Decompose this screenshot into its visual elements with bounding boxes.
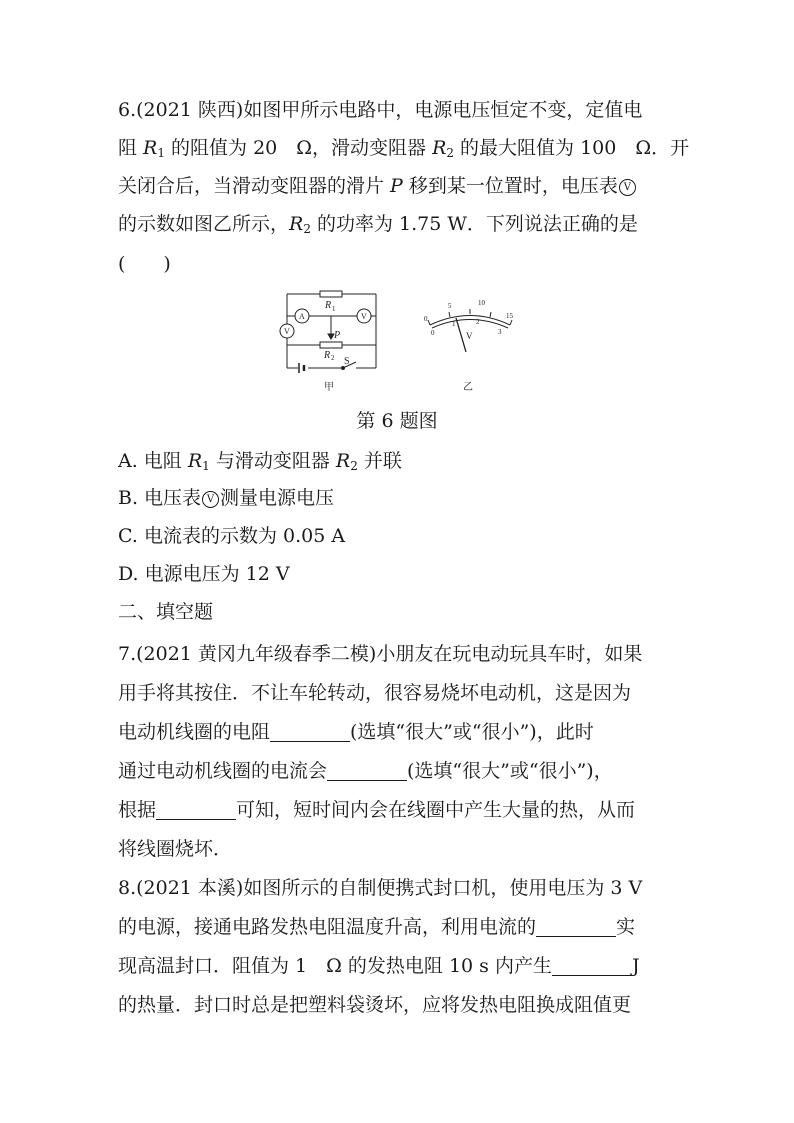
section-title: 二、填空题 (118, 601, 214, 623)
figure-caption: 第 6 题图 (356, 410, 438, 432)
answer-blank[interactable] (270, 721, 350, 742)
option-a (118, 449, 402, 478)
q6-line-4 (118, 212, 638, 241)
answer-blank[interactable] (327, 760, 407, 781)
q6-text: 关闭合后，当滑动变阻器的滑片 (118, 175, 391, 197)
q8-text: 实 (616, 916, 636, 938)
voltmeter-right-label: V (361, 312, 367, 321)
q7-text: 7.(2021 黄冈九年级春季二模)小朋友在玩电动玩具车时，如果 (118, 643, 643, 665)
meter-tick-bottom-2: 2 (476, 318, 480, 326)
q6-text: 6.(2021 陕西)如图甲所示电路中，电源电压恒定不变，定值电 (118, 99, 643, 121)
q6-text: 的阻值为 20 Ω，滑动变阻器 (165, 137, 433, 159)
symbol-r1: R (187, 450, 203, 472)
circuit-figure (270, 288, 540, 396)
meter-tick-top-10: 10 (478, 299, 485, 307)
symbol-r2: R (289, 213, 304, 235)
q7-line-5 (118, 798, 635, 822)
label-r2-sub: 2 (331, 354, 335, 362)
q8-text: 的电源，接通电路发热电阻温度升高，利用电流的 (118, 916, 537, 938)
meter-tick-top-0: 0 (424, 315, 428, 323)
answer-blank[interactable] (536, 916, 616, 937)
q6-line-5 (118, 252, 171, 276)
option-a-text: 与滑动变阻器 (209, 450, 336, 472)
q8-line-3 (118, 954, 640, 978)
q8-line-1 (118, 876, 642, 900)
q8-text: 的热量．封口时总是把塑料袋烫坏，应将发热电阻换成阻值更 (118, 994, 632, 1016)
q7-line-6 (118, 837, 232, 861)
q8-line-2 (118, 915, 635, 939)
section-heading (118, 600, 213, 624)
symbol-r2: R (335, 450, 351, 472)
meter-tick-bottom-3: 3 (498, 328, 502, 336)
q6-text: 的最大阻值为 100 Ω．开 (454, 137, 690, 159)
q6-line-3 (118, 174, 637, 198)
figure-jia-label: 甲 (324, 382, 334, 393)
symbol-r1-sub: 1 (202, 459, 210, 473)
symbol-r2-sub: 2 (350, 459, 358, 473)
q7-line-1 (118, 642, 642, 666)
option-d-text: D. 电源电压为 12 V (118, 563, 290, 585)
figure-yi-label: 乙 (463, 382, 473, 393)
label-r1: R (325, 300, 332, 311)
q7-text: 将线圈烧坏． (118, 838, 233, 860)
q6-line-1 (118, 98, 642, 122)
label-r1-sub: 1 (332, 305, 336, 313)
voltmeter-symbol: V (619, 179, 636, 196)
voltmeter-symbol: V (202, 491, 219, 508)
answer-bracket: ( ) (118, 253, 171, 275)
q8-line-4 (118, 993, 631, 1017)
symbol-p: P (390, 175, 403, 197)
option-b-text: 测量电源电压 (220, 487, 335, 509)
q6-text: 的功率为 1.75 W．下列说法正确的是 (310, 213, 638, 235)
q7-text: 用手将其按住．不让车轮转动，很容易烧坏电动机，这是因为 (118, 682, 632, 704)
option-a-text: 并联 (357, 450, 402, 472)
ammeter-label: A (299, 312, 305, 321)
label-p: P (334, 330, 341, 341)
q7-text: (选填“很大”或“很小”)， (407, 760, 613, 782)
option-c-text: C. 电流表的示数为 0.05 A (118, 525, 346, 547)
q7-line-2 (118, 681, 631, 705)
meter-tick-top-5: 5 (448, 302, 452, 310)
q7-text: 根据 (118, 799, 157, 821)
q6-text: 移到某一位置时，电压表 (402, 175, 618, 197)
label-r2: R (324, 350, 331, 361)
symbol-r1-sub: 1 (157, 146, 165, 160)
symbol-r1: R (143, 137, 158, 159)
symbol-r2-sub: 2 (446, 146, 455, 160)
q8-text: 现高温封口．阻值为 1 Ω 的发热电阻 10 s 内产生 (118, 955, 552, 977)
meter-unit-v: V (466, 331, 473, 341)
q6-text: 阻 (118, 137, 144, 159)
symbol-r2-sub: 2 (303, 222, 311, 236)
q7-line-3 (118, 720, 594, 744)
voltmeter-left-label: V (284, 327, 290, 336)
option-b-text: B. 电压表 (118, 487, 202, 509)
symbol-r2: R (432, 137, 447, 159)
answer-blank[interactable] (156, 799, 236, 820)
option-c (118, 524, 345, 548)
q7-text: 通过电动机线圈的电流会 (118, 760, 328, 782)
option-b (118, 486, 334, 510)
meter-tick-top-15: 15 (506, 312, 513, 320)
q7-text: 可知，短时间内会在线圈中产生大量的热，从而 (236, 799, 636, 821)
q8-text: J (631, 955, 640, 977)
label-s: S (344, 356, 350, 367)
q6-text: 的示数如图乙所示， (118, 213, 290, 235)
meter-tick-bottom-1: 1 (452, 320, 456, 328)
q7-text: 电动机线圈的电阻 (118, 721, 271, 743)
option-a-text: A. 电阻 (118, 450, 188, 472)
q6-line-2 (118, 136, 689, 165)
answer-blank[interactable] (552, 955, 632, 976)
q7-line-4 (118, 759, 613, 783)
q6-figure (270, 288, 540, 396)
q7-text: (选填“很大”或“很小”)，此时 (350, 721, 594, 743)
q8-text: 8.(2021 本溪)如图所示的自制便携式封口机，使用电压为 3 V (118, 877, 643, 899)
option-d (118, 562, 290, 586)
meter-tick-bottom-0: 0 (431, 329, 435, 337)
